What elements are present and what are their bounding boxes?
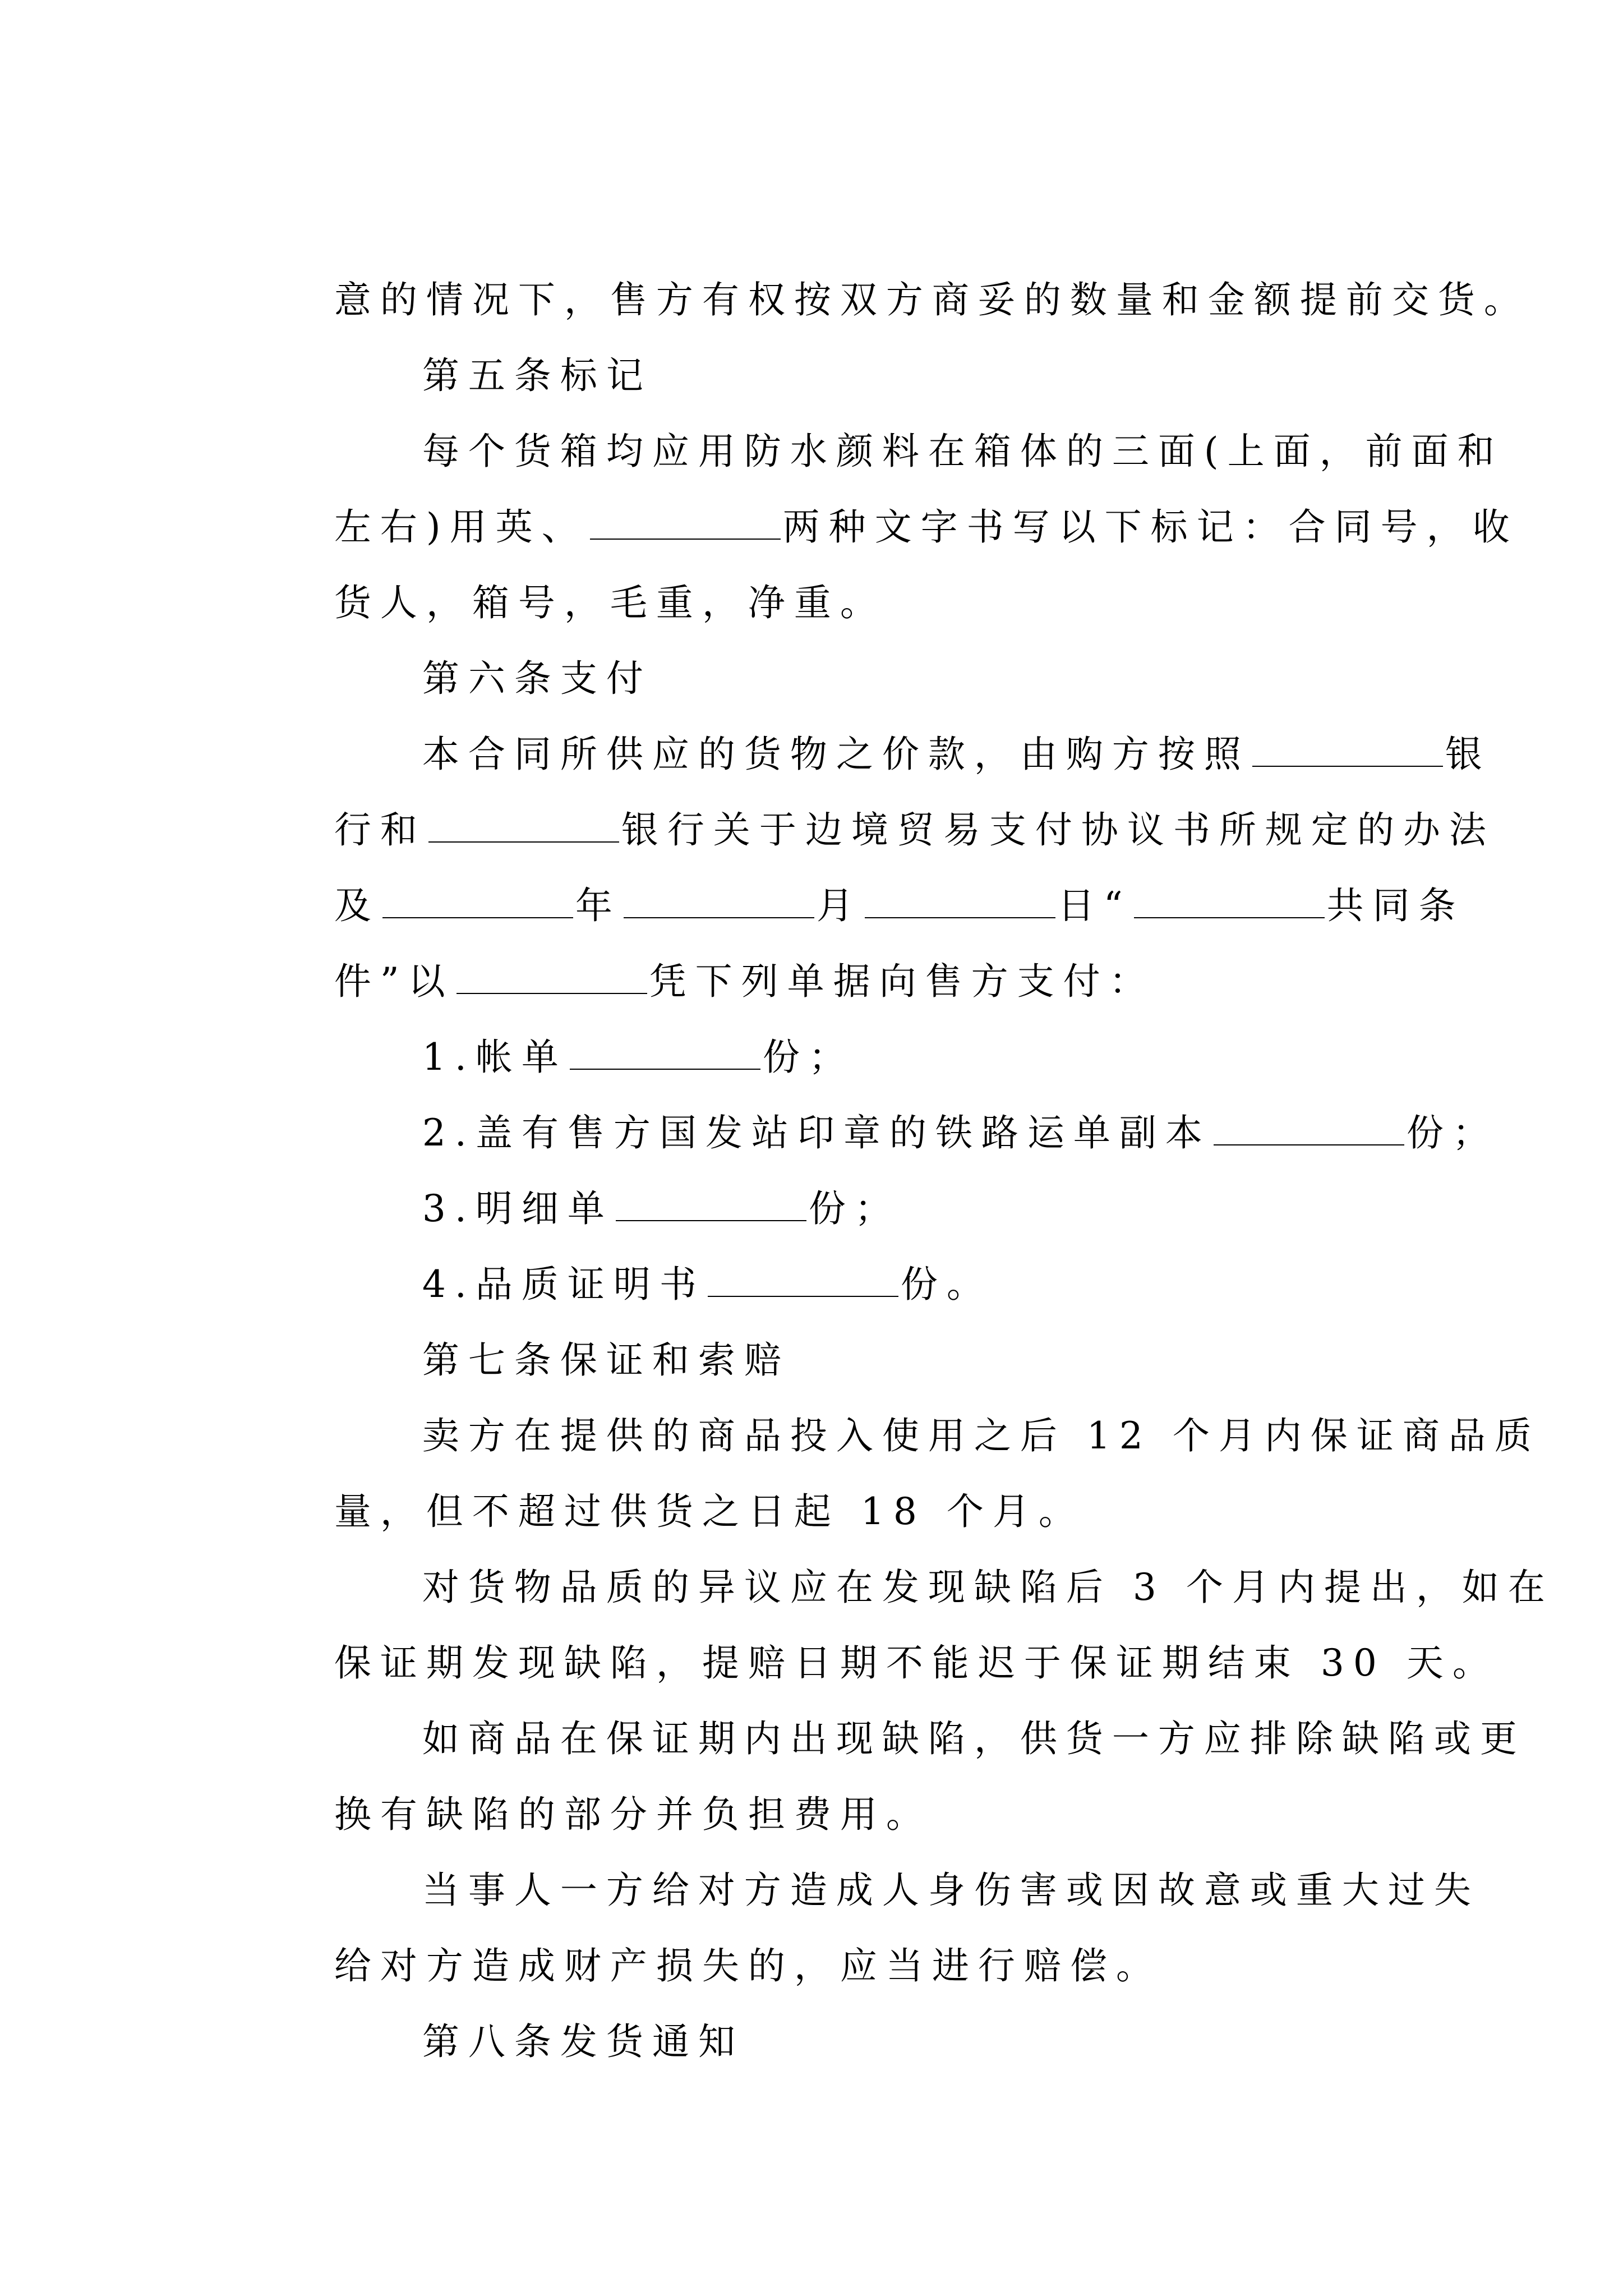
- text: 本合同所供应的货物之价款，由购方按照: [422, 733, 1250, 776]
- text: 两种文字书写以下标记：合同号，收: [782, 505, 1519, 549]
- text: 及: [334, 884, 380, 927]
- text: 4.品质证明书: [422, 1263, 706, 1306]
- text: 份；: [808, 1187, 901, 1230]
- text: 对货物品质的异议应在发现缺陷后 3 个月内提出，如在: [422, 1566, 1554, 1609]
- text: 2.盖有售方国发站印章的铁路运单副本: [422, 1111, 1211, 1154]
- text: 量，但不超过供货之日起 18 个月。: [334, 1490, 1085, 1533]
- text: 如商品在保证期内出现缺陷，供货一方应排除缺陷或更: [422, 1717, 1526, 1760]
- text: 保证期发现缺陷，提赔日期不能迟于保证期结束 30 天。: [334, 1641, 1498, 1685]
- fill-blank[interactable]: [1134, 884, 1325, 918]
- text: 份；: [1406, 1111, 1498, 1154]
- text: 当事人一方给对方造成人身伤害或因故意或重大过失: [422, 1869, 1480, 1912]
- text: 日“: [1057, 884, 1132, 927]
- heading-text: 第六条支付: [422, 657, 652, 700]
- heading-text: 第七条保证和索赔: [422, 1338, 790, 1382]
- heading-text: 第八条发货通知: [422, 2020, 744, 2063]
- text: 份；: [762, 1036, 855, 1079]
- text: 每个货箱均应用防水颜料在箱体的三面(上面，前面和: [422, 430, 1504, 473]
- text: 给对方造成财产损失的，应当进行赔偿。: [334, 1944, 1162, 1987]
- text: 意的情况下，售方有权按双方商妥的数量和金额提前交货。: [334, 278, 1530, 321]
- text: 份。: [900, 1263, 993, 1306]
- text: 年: [575, 884, 621, 927]
- text: 银: [1445, 733, 1491, 776]
- text: 行和: [334, 808, 426, 852]
- text: 月: [816, 884, 863, 927]
- text: 3.明细单: [422, 1187, 614, 1230]
- text: 卖方在提供的商品投入使用之后 12 个月内保证商品质: [422, 1414, 1541, 1457]
- text: 银行关于边境贸易支付协议书所规定的办法: [621, 808, 1495, 852]
- text: 共同条: [1326, 884, 1465, 927]
- fill-blank[interactable]: [1214, 1111, 1404, 1145]
- text: 件”以: [334, 960, 454, 1003]
- text: 货人，箱号，毛重，净重。: [334, 581, 886, 624]
- text: 1.帐单: [422, 1036, 568, 1079]
- text: 凭下列单据向售方支付：: [649, 960, 1155, 1003]
- text: 换有缺陷的部分并负担费用。: [334, 1793, 932, 1836]
- heading-text: 第五条标记: [422, 354, 652, 397]
- text: 左右)用英、: [334, 505, 588, 549]
- section-heading-8: [339, 1958, 744, 2126]
